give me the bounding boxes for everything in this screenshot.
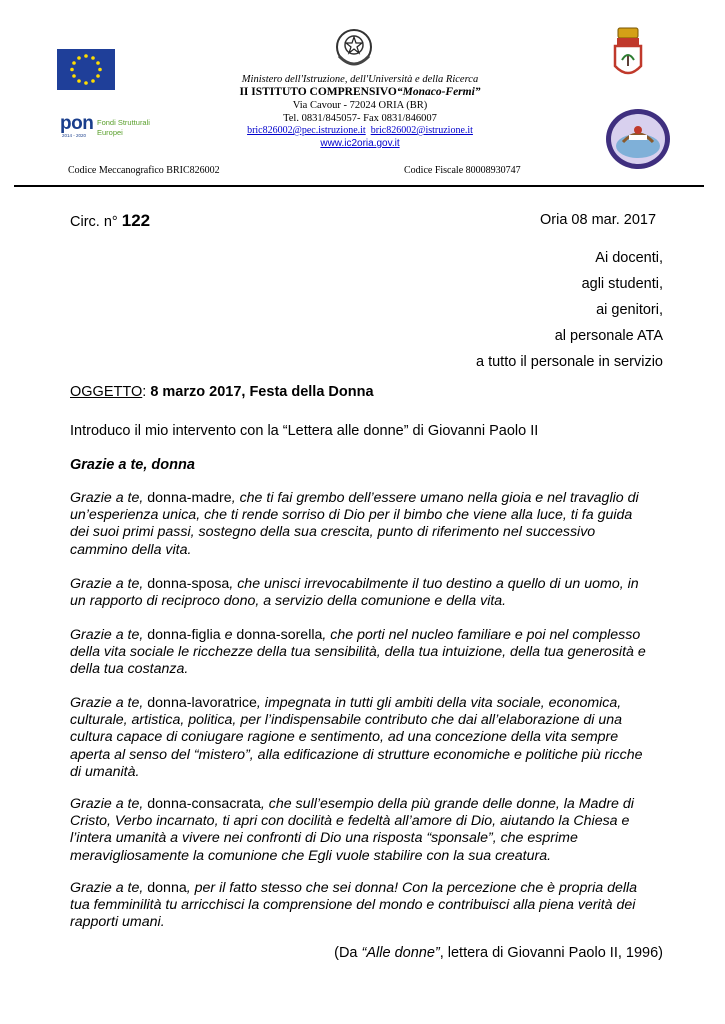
paragraph-line bbox=[70, 507, 670, 524]
paragraph-line bbox=[70, 897, 670, 914]
italic-text: culturale, artistica, politica, per l’indispensabile contributo che dai all’elaborazione di una bbox=[70, 712, 623, 729]
letter-heading: Grazie a te, donna bbox=[70, 457, 195, 473]
role-text: donna-sposa bbox=[147, 576, 230, 592]
italic-text: , per il fatto stesso che sei donna! Con la percezione che è propria della bbox=[186, 880, 638, 896]
letter-paragraph bbox=[70, 576, 670, 610]
italian-republic-emblem bbox=[333, 26, 375, 70]
italic-text: tua femminilità tu arricchisci la comprensione del mondo e contribuisci alla piena verità dei bbox=[70, 897, 636, 914]
italic-text: Grazie a te, bbox=[70, 695, 148, 711]
paragraph-line bbox=[70, 796, 670, 813]
pon-logo bbox=[60, 113, 155, 139]
italic-text: un rapporto di reciproco dono, a servizio della comunione e della vita. bbox=[70, 593, 507, 610]
website-line bbox=[180, 138, 540, 151]
paragraph-line bbox=[70, 576, 670, 593]
role-text: donna-figlia bbox=[147, 627, 221, 643]
italic-text: cammino della vita. bbox=[70, 541, 192, 558]
italic-text: della tua costanza. bbox=[70, 661, 189, 678]
pon-logo-sub1: Fondi Strutturali bbox=[97, 118, 150, 127]
italic-text: cultura capace di coniugare ragione e sentimento, ad una concezione della vita sempre bbox=[70, 729, 619, 746]
italic-text: , che porti nel nucleo familiare e poi nel complesso bbox=[322, 627, 641, 643]
email-line bbox=[180, 125, 540, 138]
italic-text: , impegnata in tutti gli ambiti della vita sociale, economica, bbox=[256, 695, 622, 711]
italic-text: , che ti fai grembo dell’essere umano nella gioia e nel travaglio di bbox=[231, 490, 639, 506]
italic-text: della vita sociale le ricchezze della tua sensibilità, della tua intuizione, della tua generosità e bbox=[70, 644, 646, 661]
subject-label: OGGETTO bbox=[70, 384, 143, 400]
paragraph-line bbox=[70, 813, 670, 830]
citation-title: “Alle donne” bbox=[361, 945, 440, 961]
paragraph-line bbox=[70, 627, 670, 644]
subject-line: OGGETTO: 8 marzo 2017, Festa della Donna bbox=[70, 384, 374, 400]
circular-date: Oria 08 mar. 2017 bbox=[540, 212, 657, 228]
role-text: donna-consacrata bbox=[147, 796, 261, 812]
citation-open: (Da bbox=[334, 945, 362, 961]
paragraph-line bbox=[70, 712, 670, 729]
pon-logo-brand: pon bbox=[60, 113, 94, 134]
intro-text: Introduco il mio intervento con la “Lettera alle donne” di Giovanni Paolo II bbox=[70, 423, 539, 439]
paragraph-line bbox=[70, 848, 670, 865]
paragraph-line bbox=[70, 695, 670, 712]
italic-text: Cristo, Verbo incarnato, ti apri con docilità e fedeltà all’amore di Dio, aiutando la Chiesa e bbox=[70, 813, 630, 830]
school-prefix: II ISTITUTO COMPRENSIVO bbox=[239, 86, 397, 98]
role-text: donna-sorella bbox=[236, 627, 323, 643]
paragraph-line bbox=[70, 747, 670, 764]
school-name: “Monaco-Fermi” bbox=[396, 86, 481, 98]
italic-text: aperta al senso del “mistero”, alla edificazione di strutture economiche e politiche più ricche bbox=[70, 746, 643, 763]
eu-flag-logo bbox=[57, 49, 115, 90]
italic-text: Grazie a te, bbox=[70, 576, 148, 592]
circular-number-value: 122 bbox=[121, 211, 151, 230]
website-link[interactable]: www.ic2oria.gov.it bbox=[320, 138, 400, 149]
role-text: donna-lavoratrice bbox=[147, 695, 257, 711]
email-link[interactable]: bric826002@istruzione.it bbox=[370, 125, 473, 136]
letter-paragraph bbox=[70, 490, 670, 559]
italic-text: dei suoi primi passi, sostegno della sua crescita, punto di riferimento nel successivo bbox=[70, 524, 596, 541]
paragraph-line bbox=[70, 542, 670, 559]
recipient-item: ai genitori, bbox=[596, 302, 663, 318]
paragraph-line bbox=[70, 914, 670, 931]
recipient-item: al personale ATA bbox=[554, 328, 663, 344]
pon-logo-sub2: Europei bbox=[97, 128, 123, 137]
subject-text: 8 marzo 2017, Festa della Donna bbox=[150, 384, 374, 400]
pon-logo-years: 2014 - 2020 bbox=[62, 133, 87, 138]
school-logo bbox=[605, 108, 671, 170]
paragraph-line bbox=[70, 764, 670, 781]
italic-text: Grazie a te, bbox=[70, 627, 148, 643]
circular-number bbox=[70, 211, 150, 231]
italic-text: l’intera umanità a vivere nei confronti di Dio una risposta “sponsale”, che esprime bbox=[70, 830, 578, 847]
italic-text: , che unisci irrevocabilmente il tuo destino a quello di un uomo, in bbox=[229, 576, 639, 592]
pec-email-link[interactable]: bric826002@pec.istruzione.it bbox=[247, 125, 366, 136]
codice-fiscale: Codice Fiscale 80008930747 bbox=[404, 165, 521, 176]
paragraph-line bbox=[70, 830, 670, 847]
italic-text: , che sull’esempio della più grande delle donne, la Madre di bbox=[260, 796, 634, 812]
role-text: donna bbox=[147, 880, 187, 896]
school-name-line bbox=[180, 86, 540, 99]
italic-text: un’esperienza unica, che ti rende sorriso di Dio per il bimbo che viene alla luce, ti fa guida bbox=[70, 507, 633, 524]
paragraph-line bbox=[70, 593, 670, 610]
paragraph-line bbox=[70, 644, 670, 661]
letter-paragraph bbox=[70, 880, 670, 932]
paragraph-line bbox=[70, 661, 670, 678]
citation bbox=[334, 945, 663, 962]
citation-rest: , lettera di Giovanni Paolo II, 1996) bbox=[439, 945, 663, 961]
role-text: donna-madre bbox=[147, 490, 232, 506]
italic-text: Grazie a te, bbox=[70, 796, 148, 812]
italic-text: meravigliosamente la comunione che Egli vuole stabilire con la sua creatura. bbox=[70, 847, 552, 864]
italic-text: rapporti umani. bbox=[70, 914, 165, 931]
letter-paragraph bbox=[70, 796, 670, 865]
paragraph-line bbox=[70, 880, 670, 897]
letter-paragraph bbox=[70, 695, 670, 781]
header-divider bbox=[14, 185, 704, 187]
italic-text: di umanità. bbox=[70, 763, 140, 780]
letter-paragraph bbox=[70, 627, 670, 679]
recipient-item: Ai docenti, bbox=[595, 250, 663, 266]
codice-meccanografico: Codice Meccanografico BRIC826002 bbox=[68, 165, 220, 176]
recipient-item: agli studenti, bbox=[581, 276, 663, 292]
address-line: Via Cavour - 72024 ORIA (BR) bbox=[292, 100, 428, 111]
italic-text: Grazie a te, bbox=[70, 490, 148, 506]
puglia-region-emblem bbox=[611, 26, 645, 82]
paragraph-line bbox=[70, 490, 670, 507]
circular-label: Circ. n° bbox=[70, 214, 118, 230]
recipient-item: a tutto il personale in servizio bbox=[476, 354, 663, 370]
italic-text: e bbox=[220, 627, 237, 643]
paragraph-line bbox=[70, 729, 670, 746]
recipients-list bbox=[363, 245, 663, 375]
phone-line: Tel. 0831/845057- Fax 0831/846007 bbox=[283, 113, 437, 124]
italic-text: Grazie a te, bbox=[70, 880, 148, 896]
ministry-line: Ministero dell'Istruzione, dell'Università e della Ricerca bbox=[241, 74, 479, 85]
paragraph-line bbox=[70, 524, 670, 541]
